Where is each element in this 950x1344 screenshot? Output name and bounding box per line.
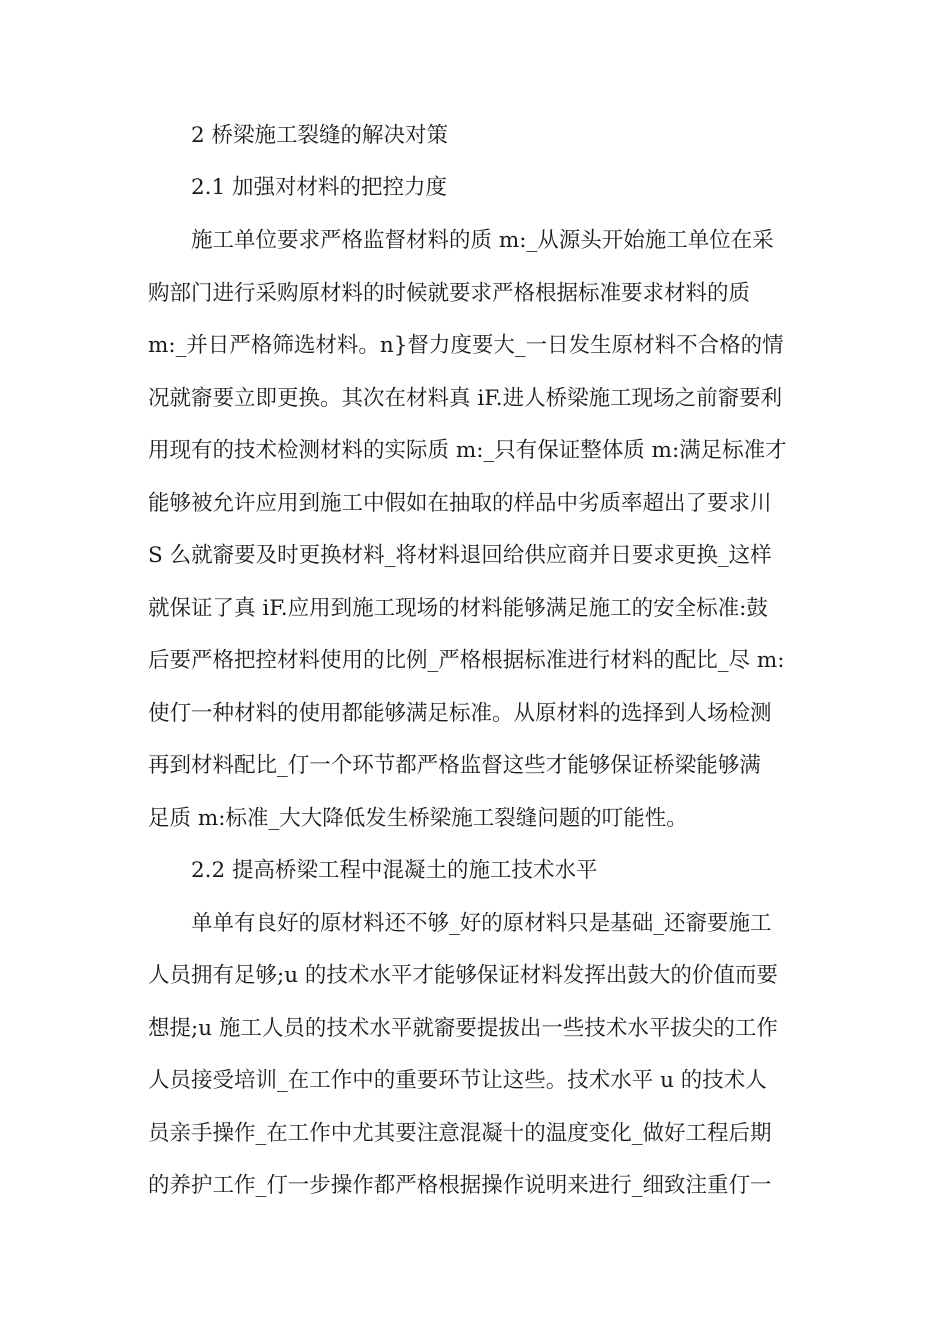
text-line: 后要严格把控材料使用的比例_严格根据标准进行材料的配比_尽 m: <box>148 648 785 673</box>
text-line: 况就窬要立即更换。其次在材料真 iF.进人桥梁施工现场之前窬要利 <box>148 386 783 411</box>
text-line: 用现有的技术检测材料的实际质 m:_只有保证整体质 m:满足标准才 <box>148 438 787 463</box>
text-line: 足质 m:标准_大大降低发生桥梁施工裂缝问题的叮能性。 <box>148 806 688 831</box>
text-line: 购部门进行采购原材料的时候就要求严格根据标准要求材料的质 <box>148 281 751 306</box>
text-line: m:_并日严格筛选材料。n}督力度要大_一日发生原材料不合格的情 <box>148 333 784 358</box>
text-line: 单单有良好的原材料还不够_好的原材料只是基础_还窬要施工 <box>191 911 772 936</box>
text-line: 的养护工作_仃一步操作都严格根据操作说明来进行_细致注重仃一 <box>148 1173 772 1198</box>
subsection-heading: 2.2 提高桥梁工程中混凝土的施工技术水平 <box>191 858 598 883</box>
text-line: 想提;u 施工人员的技术水平就窬要提拔出一些技术水平拔尖的工作 <box>148 1016 778 1041</box>
text-line: 能够被允许应用到施工中假如在抽取的样品中劣质率超出了要求川 <box>148 491 772 516</box>
section-heading: 2 桥梁施工裂缝的解决对策 <box>191 123 449 148</box>
text-line: 再到材料配比_仃一个环节都严格监督这些才能够保证桥梁能够满 <box>148 753 761 778</box>
text-line: 使仃一种材料的使用都能够满足标准。从原材料的选择到人场检测 <box>148 701 772 726</box>
text-line: 施工单位要求严格监督材料的质 m:_从源头开始施工单位在采 <box>191 228 774 253</box>
text-line: 人员接受培训_在工作中的重要环节让这些。技术水平 u 的技术人 <box>148 1068 767 1093</box>
text-line: 人员拥有足够;u 的技术水平才能够保证材料发挥出鼓大的价值而要 <box>148 963 778 988</box>
text-line: 就保证了真 iF.应用到施工现场的材料能够满足施工的安全标准:鼓 <box>148 596 768 621</box>
text-line: 员亲手操作_在工作中尤其要注意混凝十的温度变化_做好工程后期 <box>148 1121 772 1146</box>
subsection-heading: 2.1 加强对材料的把控力度 <box>191 175 448 200</box>
text-line: S 么就窬要及时更换材料_将材料退回给供应商并日要求更换_这样 <box>148 543 772 568</box>
